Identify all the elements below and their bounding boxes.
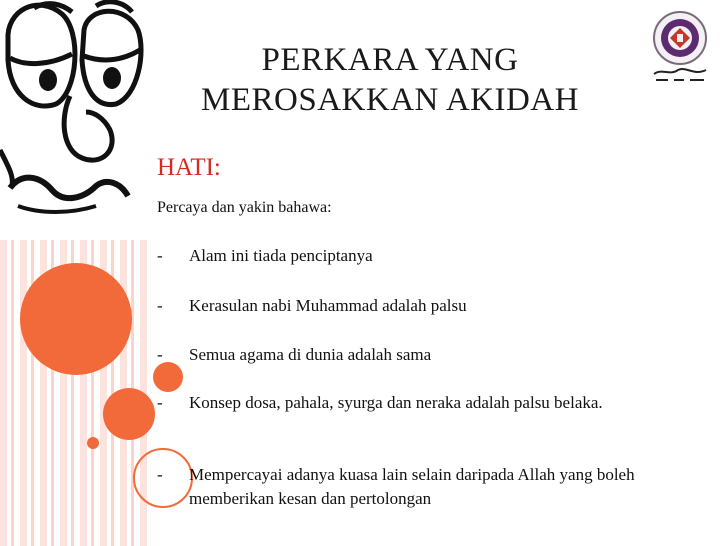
bullet-marker: - [157, 246, 163, 265]
list-item-text: Kerasulan nabi Muhammad adalah palsu [189, 296, 467, 315]
section-heading: HATI: [157, 154, 221, 181]
intro-text: Percaya dan yakin bahawa: [157, 199, 332, 216]
bullet-marker: - [157, 345, 163, 364]
sad-face-cartoon [0, 0, 148, 240]
title-line-1: PERKARA YANG [261, 42, 519, 78]
list-item-text: Konsep dosa, pahala, syurga dan neraka adalah palsu belaka. [189, 393, 603, 412]
medium-orange-circle [103, 388, 155, 440]
bullet-marker: - [157, 465, 163, 484]
bullet-marker: - [157, 393, 163, 412]
list-item-text: Semua agama di dunia adalah sama [189, 345, 432, 364]
large-orange-circle [20, 263, 132, 375]
bullet-marker: - [157, 296, 163, 315]
tiny-orange-circle [87, 437, 99, 449]
list-item-text: Alam ini tiada penciptanya [189, 246, 373, 265]
slide-title [170, 40, 610, 120]
title-line-2: MEROSAKKAN AKIDAH [201, 82, 579, 118]
institution-crest-logo [648, 10, 712, 82]
list-item-text: Mempercayai adanya kuasa lain selain daripada Allah yang boleh memberikan kesan dan pertolongan [189, 465, 635, 508]
